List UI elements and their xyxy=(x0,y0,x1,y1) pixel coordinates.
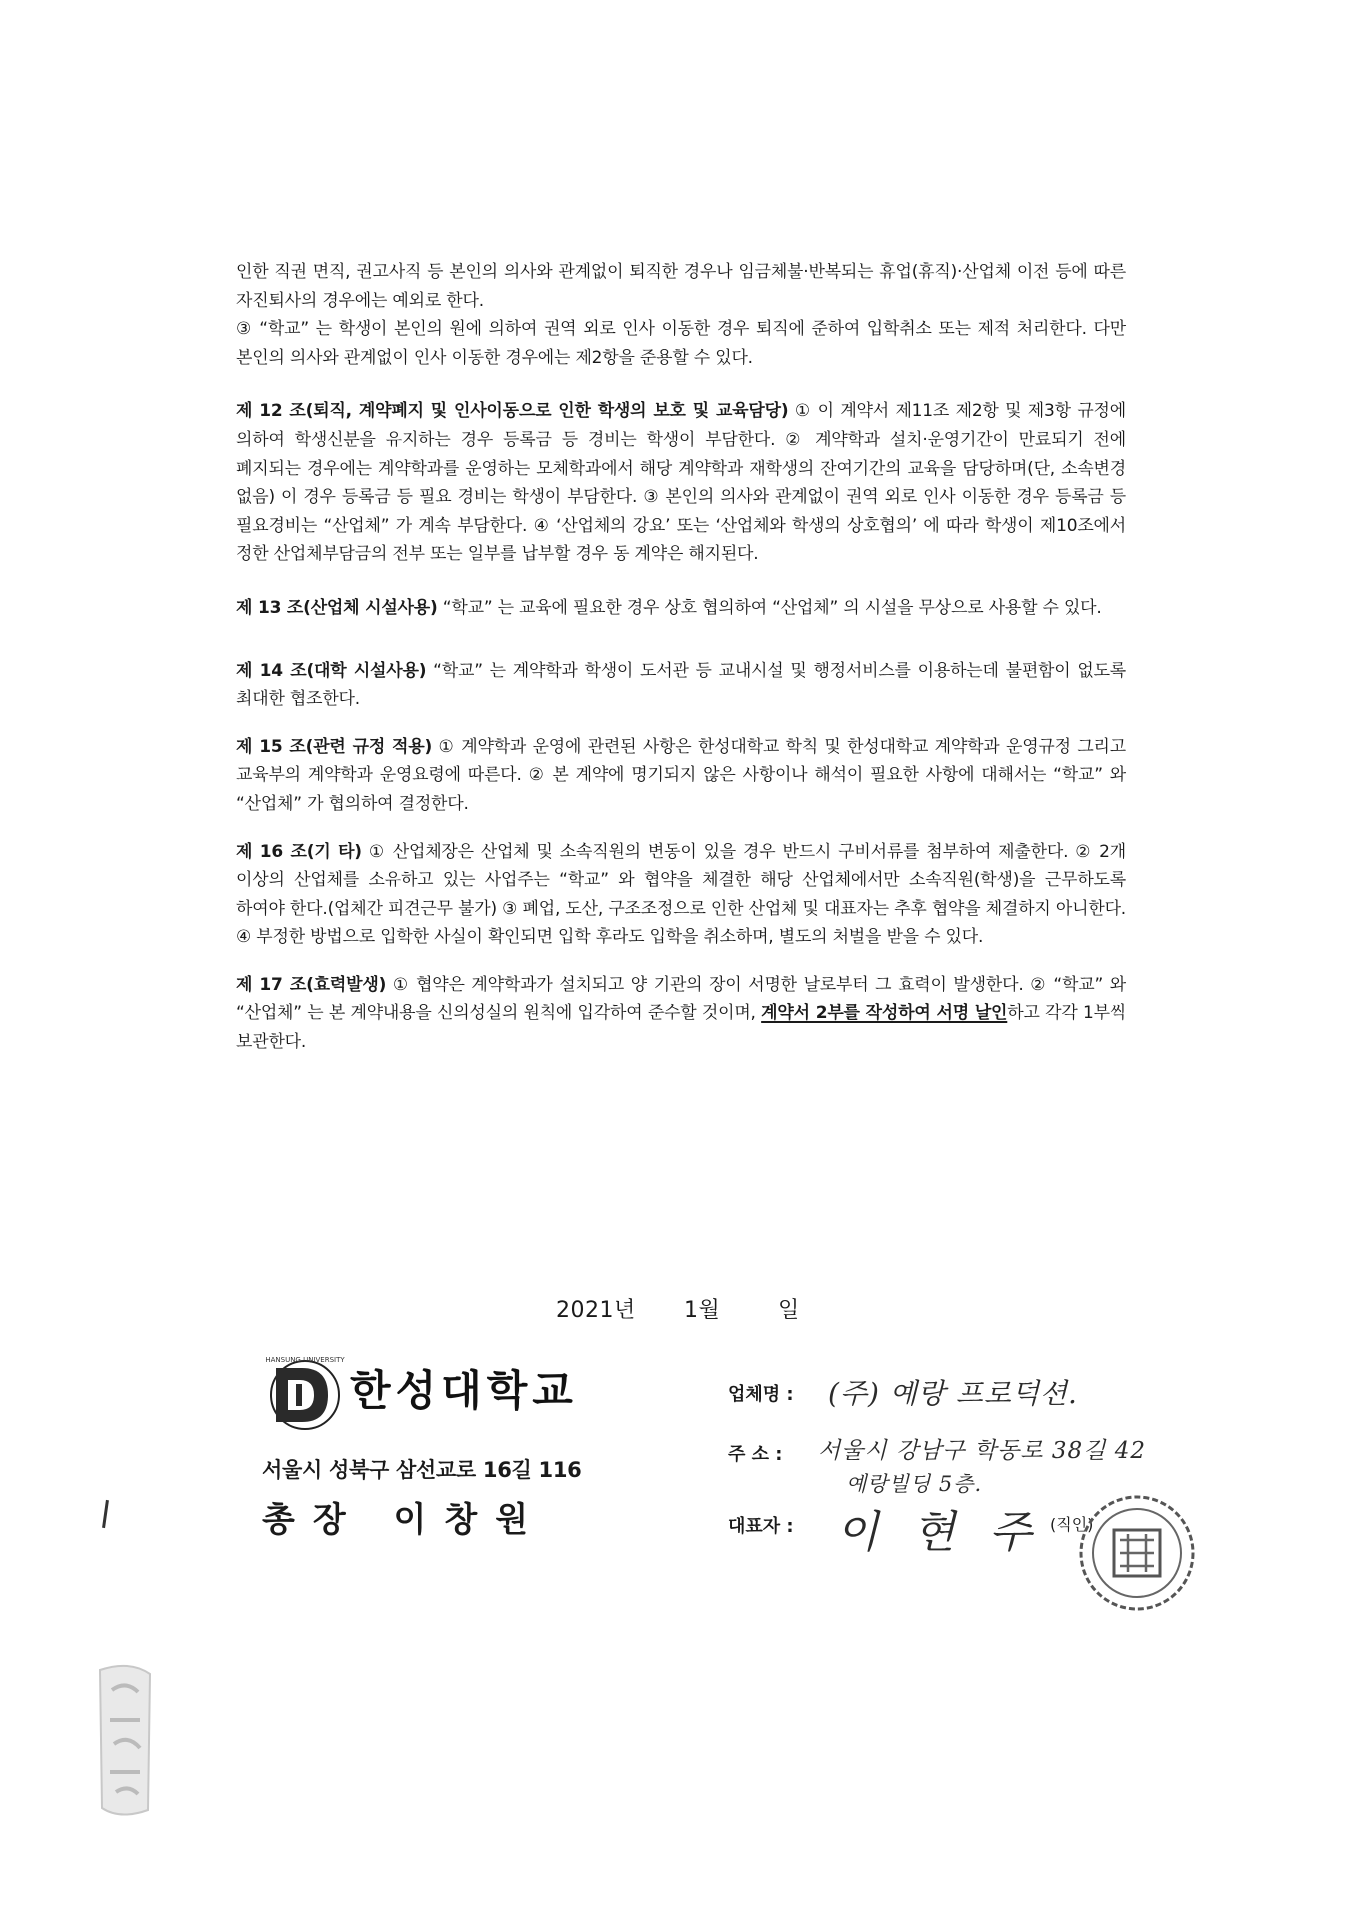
signing-date xyxy=(556,1293,800,1324)
company-address-line2: 예랑빌딩 5층. xyxy=(846,1472,983,1496)
hansung-logo-icon xyxy=(262,1352,348,1438)
company-name-handwritten: (주) 예랑 프로덕션. xyxy=(828,1377,1078,1410)
article-14-heading: 제 14 조(대학 시설사용) xyxy=(236,660,427,681)
article-17-text-b: 하고 각각 1부씩 보관한다. xyxy=(236,1003,1127,1053)
article-16-text: ① 산업체장은 산업체 및 소속직원의 변동이 있을 경우 반드시 구비서류를 첨부하여 제출한다. ② 2개 이상의 산업체를 소유하고 있는 사업주는 “학교” 와 협약을 체결한 해당 산업체에서만 소속직원(학생)을 근무하도록 하여야 한다.(업체간 피견근무 불가) ③ 폐업, 도산, 구조조정으로 인한 산업체 및 대표자는 추후 협약을 체결하지 아니한다. ④ 부정한 방법으로 입학한 사실이 확인되면 입학 후라도 입학을 취소하며, 별도의 처벌을 받을 수 있다. xyxy=(236,841,1126,948)
article-17 xyxy=(236,971,1126,1057)
article-16-heading: 제 16 조(기 타) xyxy=(236,841,362,862)
article-15 xyxy=(236,733,1126,819)
article-13-heading: 제 13 조(산업체 시설사용) xyxy=(236,597,438,618)
date-day: 일 xyxy=(778,1298,800,1323)
article-12-text: ① 이 계약서 제11조 제2항 및 제3항 규정에 의하여 학생신분을 유지하는 경우 등록금 등 경비는 학생이 부담한다. ② 계약학과 설치·운영기간이 만료되기 전에 폐지되는 경우에는 계약학과를 운영하는 모체학과에서 해당 계약학과 재학생의 잔여기간의 교육을 담당하며(단, 소속변경 없음) 이 경우 등록금 등 필요 경비는 학생이 부담한다. ③ 본인의 의사와 관계없이 권역 외로 인사 이동한 경우 등록금 등 필요경비는 “산업체” 가 계속 부담한다. ④ ‘산업체의 강요’ 또는 ‘산업체와 학생의 상호협의’ 에 따라 학생이 제10조에서 정한 산업체부담금의 전부 또는 일부를 납부할 경우 동 계약은 해지된다. xyxy=(236,401,1126,565)
article-12 xyxy=(236,397,1126,569)
article-13-text: “학교” 는 교육에 필요한 경우 상호 협의하여 “산업체” 의 시설을 무상으로 사용할 수 있다. xyxy=(437,597,1102,618)
contract-body xyxy=(236,258,1126,1057)
article-16 xyxy=(236,838,1126,952)
paragraph-clause-3: ③ “학교” 는 학생이 본인의 원에 의하여 권역 외로 인사 이동한 경우 퇴직에 준하여 입학취소 또는 제적 처리한다. 다만 본인의 의사와 관계없이 인사 이동한 경우에는 제2항을 준용할 수 있다. xyxy=(236,319,1126,368)
article-17-underlined: 계약서 2부를 작성하여 서명 날인 xyxy=(761,1003,1008,1024)
date-year: 2021년 xyxy=(556,1298,636,1323)
article-13 xyxy=(236,594,1126,623)
margin-mark xyxy=(102,1500,109,1528)
company-address-label: 주 소 : xyxy=(728,1444,783,1465)
company-seal-icon xyxy=(1076,1492,1198,1614)
article-14 xyxy=(236,657,1126,714)
school-name: 한성대학교 xyxy=(350,1367,578,1414)
company-name-label: 업체명 : xyxy=(728,1384,794,1405)
representative-label: 대표자 : xyxy=(728,1516,794,1537)
article-15-heading: 제 15 조(관련 규정 적용) xyxy=(236,736,433,757)
article-17-heading: 제 17 조(효력발생) xyxy=(236,974,387,995)
paragraph-continuation: 인한 직권 면직, 권고사직 등 본인의 의사와 관계없이 퇴직한 경우나 임금체불·반복되는 휴업(휴직)·산업체 이전 등에 따른 자진퇴사의 경우에는 예외로 한다. xyxy=(236,262,1126,311)
school-address: 서울시 성북구 삼선교로 16길 116 xyxy=(262,1458,582,1482)
logo-lettering: HANSUNG UNIVERSITY xyxy=(265,1356,345,1364)
representative-signature: 이 현 주 xyxy=(836,1507,1042,1558)
article-15-text: ① 계약학과 운영에 관련된 사항은 한성대학교 학칙 및 한성대학교 계약학과 운영규정 그리고 교육부의 계약학과 운영요령에 따른다. ② 본 계약에 명기되지 않은 사항이나 해석이 필요한 사항에 대해서는 “학교” 와 “산업체” 가 협의하여 결정한다. xyxy=(236,736,1126,814)
company-signature-block xyxy=(728,1372,1308,1558)
company-address-line1: 서울시 강남구 학동로 38길 42 xyxy=(818,1438,1146,1464)
article-14-text: “학교” 는 계약학과 학생이 도서관 등 교내시설 및 행정서비스를 이용하는데 불편함이 없도록 최대한 협조한다. xyxy=(236,660,1127,710)
date-month: 1월 xyxy=(684,1298,721,1323)
school-president: 총장 이창원 xyxy=(262,1500,547,1540)
article-17-text-a: ① 협약은 계약학과가 설치되고 양 기관의 장이 서명한 날로부터 그 효력이 발생한다. ② “학교” 와 “산업체” 는 본 계약내용을 신의성실의 원칙에 입각하여 준수할 것이며, xyxy=(236,974,1127,1024)
article-12-heading: 제 12 조(퇴직, 계약폐지 및 인사이동으로 인한 학생의 보호 및 교육담당) xyxy=(236,401,789,422)
school-signature-block xyxy=(262,1352,662,1540)
seal-note: (직인) xyxy=(1050,1515,1094,1534)
partial-margin-stamp-icon xyxy=(90,1660,160,1820)
